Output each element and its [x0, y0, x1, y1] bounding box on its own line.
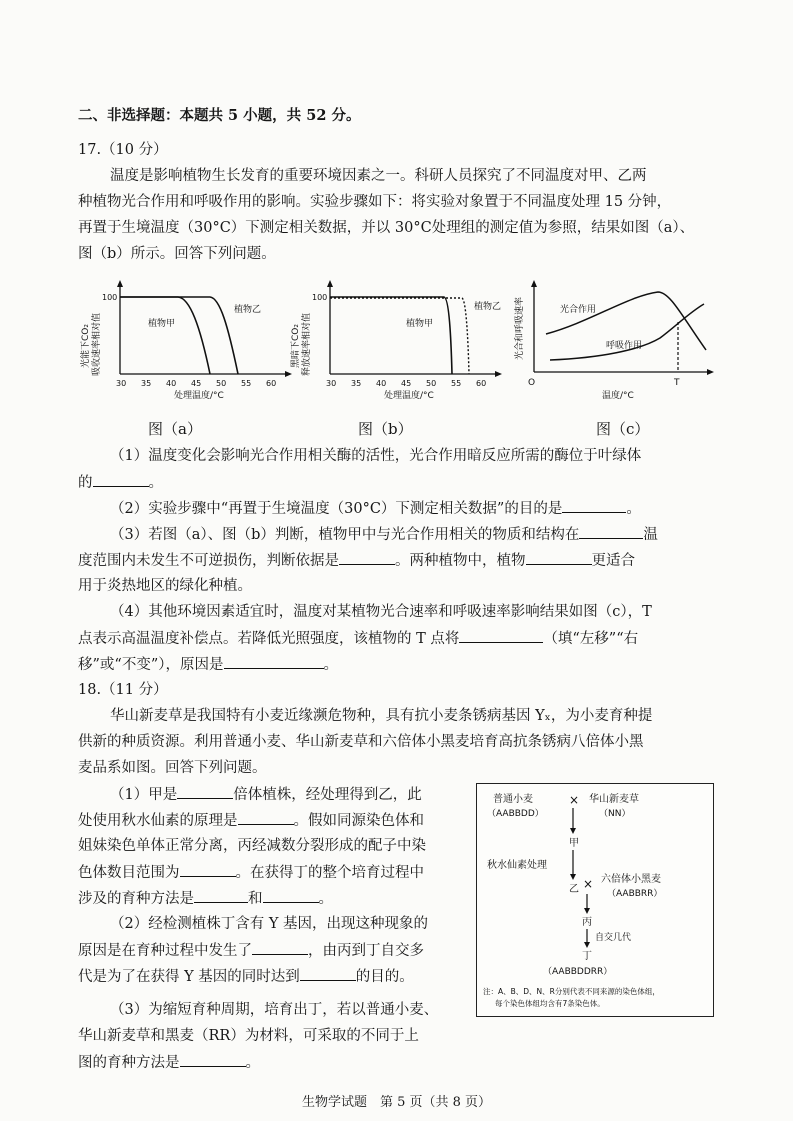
q17-p3-line [110, 524, 658, 545]
q18-p2-text: 的目的。 [355, 969, 414, 985]
figure-a [78, 276, 298, 410]
fig-b-label-yi: 植物乙 [474, 302, 502, 312]
q17-intro-line: 图（b）所示。回答下列问题。 [78, 246, 276, 262]
q17-p3-text: 温 [643, 527, 658, 543]
q17-p4-text: 点表示高温温度补偿点。若降低光照强度，该植物的 T 点将 [78, 631, 460, 647]
answer-blank[interactable] [579, 524, 643, 539]
answer-blank[interactable] [263, 888, 319, 903]
q18-p3-line-3 [78, 1052, 260, 1073]
figure-c [510, 276, 720, 410]
fig-b-tick: 40 [376, 379, 387, 388]
curve-plant-jia [330, 297, 452, 374]
q17-p2-line [110, 498, 641, 519]
q17-p3-text: 度范围内未发生不可逆损伤，判断依据是 [78, 553, 339, 569]
q18-p3-text: 。 [245, 1055, 260, 1071]
fig-a-ylabel-1: 光能下CO₂ [81, 324, 91, 368]
diagram-wheat: 普通小麦 [493, 794, 533, 805]
q18-p2-text: 原因是在育种过程中发生了 [78, 943, 252, 959]
q17-p3-line-3: 用于炎热地区的绿化种植。 [78, 578, 252, 594]
fig-a-tick: 45 [191, 379, 202, 388]
fig-b-tick: 60 [476, 379, 487, 388]
diagram-ding: 丁 [582, 951, 592, 962]
diagram-triticale: 六倍体小黑麦 [601, 874, 661, 885]
diagram-psathy: 华山新麦草 [589, 794, 639, 805]
answer-blank[interactable] [459, 628, 543, 643]
answer-blank[interactable] [224, 654, 324, 669]
fig-b-tick: 35 [351, 379, 362, 388]
q18-p1-text: （1）甲是 [110, 787, 178, 803]
fig-b-tick: 45 [401, 379, 412, 388]
fig-c-xlabel: 温度/°C [602, 391, 634, 401]
q18-p1-line [110, 784, 422, 805]
answer-blank[interactable] [93, 472, 149, 487]
q17-p1-text: 的 [78, 475, 93, 491]
diagram-wheat-genome: （AABBDD） [487, 809, 544, 819]
fig-b-xlabel: 处理温度/°C [384, 391, 434, 401]
q17-p4-text: （填“左移”“右 [543, 631, 639, 647]
answer-blank[interactable] [562, 498, 626, 513]
q18-p2-line: （2）经检测植株丁含有 Y 基因，出现这种现象的 [110, 916, 429, 932]
fig-c-t-label: T [674, 378, 680, 388]
fig-b-ylabel-2: 释放速率相对值 [302, 312, 312, 376]
q18-p3-text: 图的育种方法是 [78, 1055, 180, 1071]
q18-p3-line-2: 华山新麦草和黑麦（RR）为材料，可采取的不同于上 [78, 1028, 419, 1044]
answer-blank[interactable] [238, 810, 294, 825]
page-footer: 生物学试题 第 5 页（共 8 页） [301, 1095, 492, 1110]
fig-c-ylabel: 光合和呼吸速率 [515, 296, 525, 360]
q18-p1-line-3: 姐妹染色单体正常分离，丙经减数分裂形成的配子中染 [78, 838, 426, 854]
q17-p3-text: （3）若图（a）、图（b）判断，植物甲中与光合作用相关的物质和结构在 [110, 527, 580, 543]
fig-c-label-resp: 呼吸作用 [606, 341, 643, 351]
q17-p3-text: 更适合 [591, 553, 635, 569]
q18-p1-text: 。在获得丁的整个培育过程中 [235, 865, 424, 881]
q18-intro-line: 华山新麦草是我国特有小麦近缘濒危物种，具有抗小麦条锈病基因 Yₓ，为小麦育种提 [110, 708, 653, 724]
fig-c-caption: 图（c） [596, 420, 650, 438]
q17-p3-text: 。两种植物中，植物 [395, 553, 526, 569]
diagram-colchicine: 秋水仙素处理 [487, 860, 547, 871]
q17-p1-line-2 [78, 472, 163, 493]
fig-a-tick: 35 [141, 379, 152, 388]
diagram-yi: 乙 [569, 884, 579, 895]
q18-p2-line-3 [78, 966, 414, 987]
diagram-ding-genome: （AABBDDRR） [543, 967, 613, 977]
answer-blank[interactable] [252, 940, 308, 955]
diagram-triticale-genome: （AABBRR） [607, 889, 663, 899]
curve-plant-jia [120, 297, 210, 374]
diagram-selfing: 自交几代 [595, 933, 632, 943]
q18-p2-text: ，由丙到丁自交多 [308, 943, 424, 959]
q17-p4-line-3 [78, 654, 338, 675]
fig-a-ytick: 100 [102, 293, 118, 302]
fig-b-caption: 图（b） [358, 420, 413, 438]
fig-a-label-jia: 植物甲 [148, 319, 176, 329]
q18-p1-text: 色体数目范围为 [78, 865, 180, 881]
fig-a-ylabel-2: 吸收速率相对值 [92, 312, 102, 376]
answer-blank[interactable] [526, 550, 592, 565]
diagram-bing: 丙 [582, 917, 592, 928]
fig-a-caption: 图（a） [148, 420, 202, 438]
fig-b-tick: 55 [451, 379, 462, 388]
q18-p3-line: （3）为缩短育种周期，培育出丁，若以普通小麦、 [110, 1002, 439, 1018]
fig-a-tick: 30 [116, 379, 127, 388]
answer-blank[interactable] [339, 550, 395, 565]
answer-blank[interactable] [180, 862, 236, 877]
q17-p4-text: 。 [323, 657, 338, 673]
fig-a-xlabel: 处理温度/°C [174, 391, 224, 401]
diagram-jia: 甲 [569, 838, 579, 849]
fig-a-label-yi: 植物乙 [234, 305, 262, 315]
q18-header: 18.（11 分） [78, 682, 168, 698]
answer-blank[interactable] [300, 966, 356, 981]
q18-intro-line: 麦品系如图。回答下列问题。 [78, 760, 267, 776]
q18-p1-text: 处使用秋水仙素的原理是 [78, 813, 238, 829]
section-title: 二、非选择题：本题共 5 小题，共 52 分。 [78, 107, 361, 124]
fig-a-tick: 60 [266, 379, 277, 388]
q17-p1-text: 。 [148, 475, 163, 491]
q17-intro-line: 再置于生境温度（30°C）下测定相关数据，并以 30°C处理组的测定值为参照，结果如图（a）、 [78, 220, 695, 236]
fig-a-tick: 55 [241, 379, 252, 388]
q17-p4-line: （4）其他环境因素适宜时，温度对某植物光合速率和呼吸速率影响结果如图（c），T [110, 604, 652, 620]
q18-p1-text: 和 [248, 891, 263, 907]
answer-blank[interactable] [194, 888, 248, 903]
q17-header: 17.（10 分） [78, 142, 168, 158]
figure-b [288, 276, 508, 410]
fig-a-tick: 40 [166, 379, 177, 388]
breeding-diagram [476, 783, 714, 1017]
diagram-cross-2: × [583, 877, 594, 891]
q18-p1-line-5 [78, 888, 333, 909]
fig-b-ylabel-1: 黑暗下CO₂ [291, 324, 301, 368]
fig-b-label-jia: 植物甲 [406, 319, 434, 329]
diagram-note-2: 每个染色体组均含有7条染色体。 [495, 999, 605, 1008]
q17-p1-line: （1）温度变化会影响光合作用相关酶的活性，光合作用暗反应所需的酶位于叶绿体 [110, 448, 642, 464]
q18-p1-text: 。 [318, 891, 333, 907]
diagram-cross-1: × [569, 793, 580, 807]
q18-p1-text: 涉及的育种方法是 [78, 891, 194, 907]
fig-b-tick: 30 [326, 379, 337, 388]
q18-p1-line-2 [78, 810, 424, 831]
answer-blank[interactable] [180, 1052, 246, 1067]
q18-p2-line-2 [78, 940, 424, 961]
q17-p3-line-2 [78, 550, 635, 571]
answer-blank[interactable] [177, 784, 233, 799]
q17-intro-line: 种植物光合作用和呼吸作用的影响。实验步骤如下：将实验对象置于不同温度处理 15 分钟， [78, 194, 672, 210]
fig-b-tick: 50 [426, 379, 437, 388]
q17-intro-line: 温度是影响植物生长发育的重要环境因素之一。科研人员探究了不同温度对甲、乙两 [110, 168, 647, 184]
q17-p4-line-2 [78, 628, 638, 649]
diagram-psathy-genome: （NN） [599, 809, 631, 819]
q18-p1-line-4 [78, 862, 424, 883]
fig-c-label-ps: 光合作用 [560, 305, 597, 315]
fig-b-ytick: 100 [312, 293, 328, 302]
q18-p1-text: 。假如同源染色体和 [293, 813, 424, 829]
fig-c-origin: O [528, 378, 536, 388]
q17-p2-text: 。 [626, 501, 641, 517]
q18-p2-text: 代是为了在获得 Y 基因的同时达到 [78, 969, 300, 985]
diagram-note-1: 注：A、B、D、N、R分别代表不同来源的染色体组， [483, 987, 660, 996]
q17-p4-text: 移”或“不变”），原因是 [78, 657, 224, 673]
q17-p2-text: （2）实验步骤中“再置于生境温度（30°C）下测定相关数据”的目的是 [110, 501, 563, 517]
curve-plant-yi [120, 297, 238, 374]
q18-intro-line: 供新的种质资源。利用普通小麦、华山新麦草和六倍体小黑麦培育高抗条锈病八倍体小黑 [78, 734, 644, 750]
q18-p1-text: 倍体植株，经处理得到乙，此 [233, 787, 422, 803]
fig-a-tick: 50 [216, 379, 227, 388]
